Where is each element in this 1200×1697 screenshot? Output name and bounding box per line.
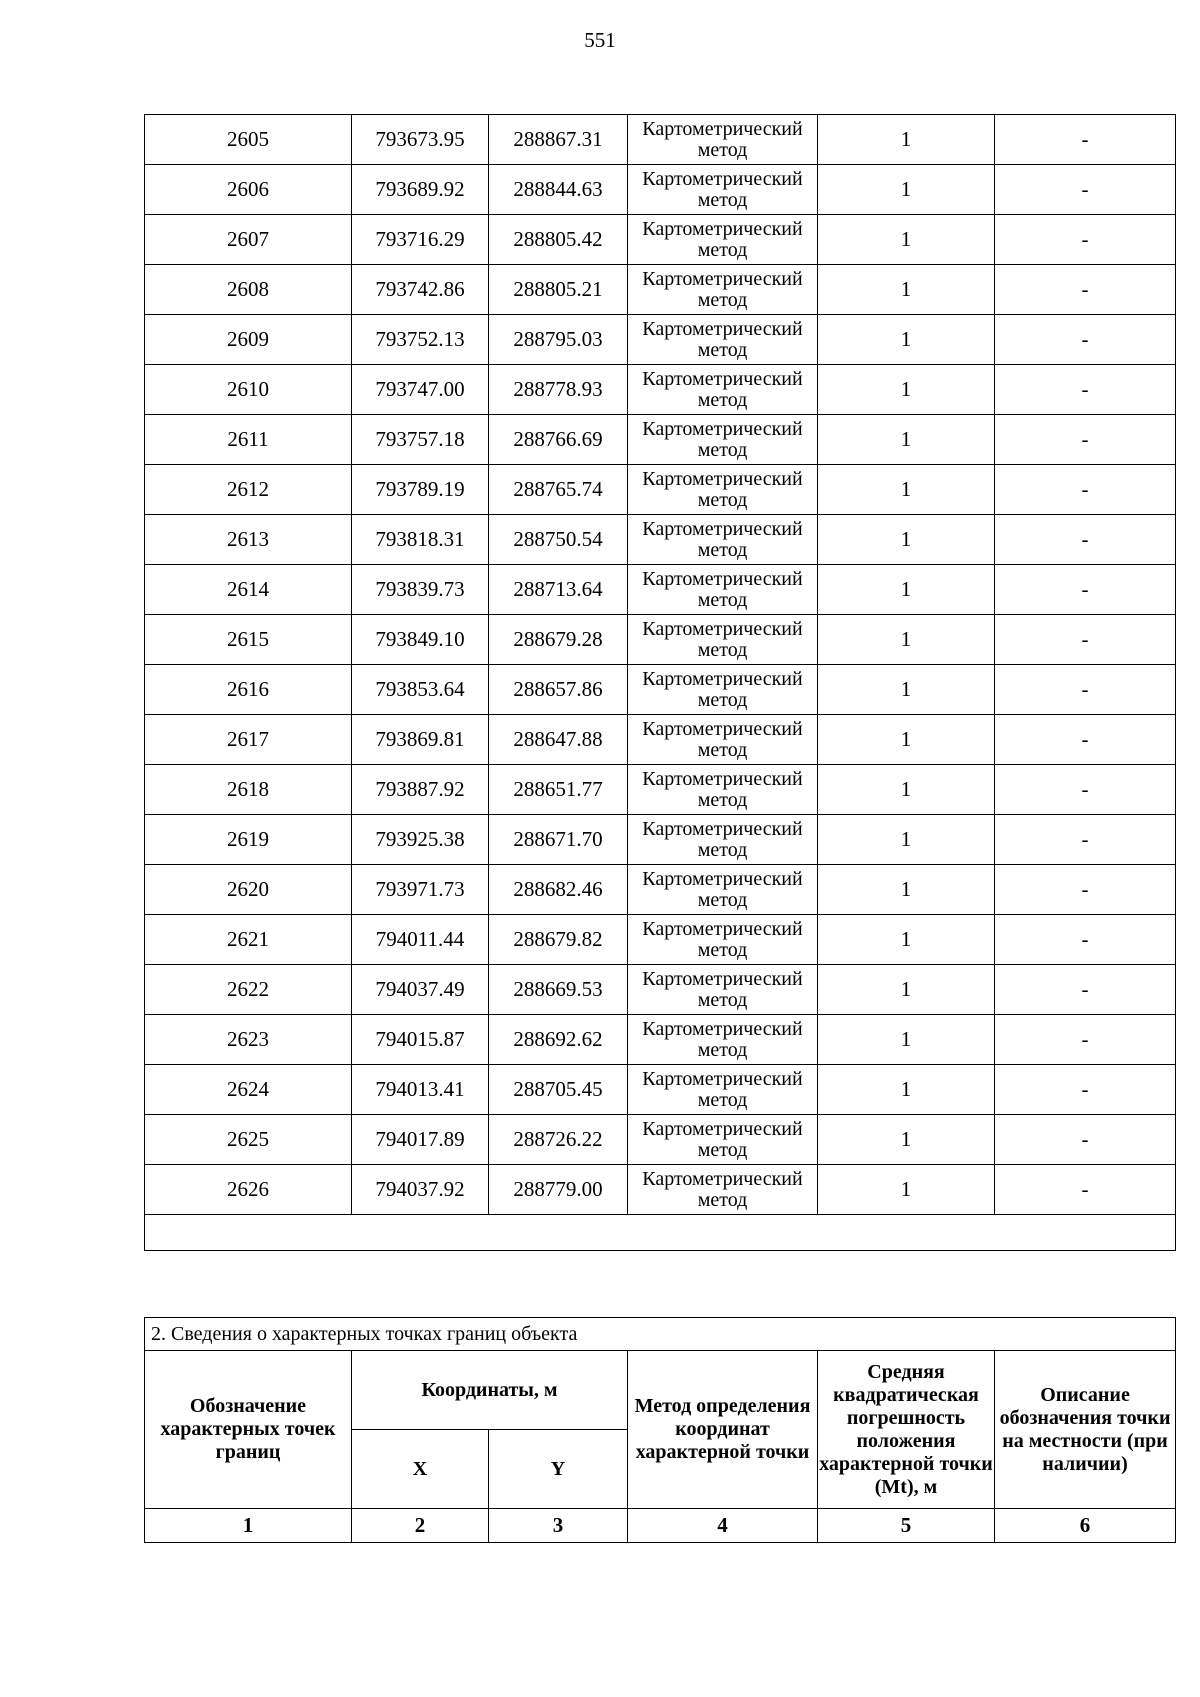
y-coordinate-cell: 288679.28 xyxy=(489,615,628,665)
method-line-2: метод xyxy=(697,1088,748,1111)
description-cell: - xyxy=(995,865,1176,915)
section-title: 2. Сведения о характерных точках границ объекта xyxy=(145,1318,1176,1351)
method-line-2: метод xyxy=(697,1138,748,1161)
method-cell xyxy=(628,965,818,1015)
method-line-2: метод xyxy=(697,538,748,561)
y-coordinate-cell: 288779.00 xyxy=(489,1165,628,1215)
accuracy-cell: 1 xyxy=(818,615,995,665)
method-line-2: метод xyxy=(697,388,748,411)
column-number: 6 xyxy=(995,1509,1176,1543)
method-line-1: Картометрический xyxy=(642,117,803,140)
accuracy-cell: 1 xyxy=(818,165,995,215)
method-line-1: Картометрический xyxy=(642,167,803,190)
point-id-cell: 2617 xyxy=(145,715,352,765)
coordinates-table-body xyxy=(145,115,1176,1251)
accuracy-cell: 1 xyxy=(818,1015,995,1065)
x-coordinate-cell: 793689.92 xyxy=(352,165,489,215)
point-id-cell: 2614 xyxy=(145,565,352,615)
method-cell xyxy=(628,1115,818,1165)
method-line-1: Картометрический xyxy=(642,667,803,690)
description-cell: - xyxy=(995,315,1176,365)
method-line-2: метод xyxy=(697,838,748,861)
method-line-1: Картометрический xyxy=(642,367,803,390)
x-coordinate-cell: 794011.44 xyxy=(352,915,489,965)
method-line-1: Картометрический xyxy=(642,817,803,840)
point-id-cell: 2609 xyxy=(145,315,352,365)
table-row xyxy=(145,765,1176,815)
method-line-1: Картометрический xyxy=(642,217,803,240)
page-number: 551 xyxy=(584,28,616,52)
x-coordinate-cell: 793742.86 xyxy=(352,265,489,315)
description-cell: - xyxy=(995,565,1176,615)
point-id-cell: 2610 xyxy=(145,365,352,415)
accuracy-cell: 1 xyxy=(818,665,995,715)
coordinates-table xyxy=(144,114,1176,1251)
description-cell: - xyxy=(995,215,1176,265)
point-id-cell: 2623 xyxy=(145,1015,352,1065)
point-id-cell: 2620 xyxy=(145,865,352,915)
x-coordinate-cell: 793716.29 xyxy=(352,215,489,265)
method-line-2: метод xyxy=(697,138,748,161)
method-line-2: метод xyxy=(697,288,748,311)
accuracy-cell: 1 xyxy=(818,715,995,765)
table-row xyxy=(145,165,1176,215)
accuracy-cell: 1 xyxy=(818,865,995,915)
y-coordinate-cell: 288726.22 xyxy=(489,1115,628,1165)
x-coordinate-cell: 793752.13 xyxy=(352,315,489,365)
x-coordinate-cell: 793887.92 xyxy=(352,765,489,815)
accuracy-cell: 1 xyxy=(818,365,995,415)
method-line-1: Картометрический xyxy=(642,1117,803,1140)
point-id-cell: 2618 xyxy=(145,765,352,815)
method-line-1: Картометрический xyxy=(642,717,803,740)
x-coordinate-cell: 793839.73 xyxy=(352,565,489,615)
point-id-cell: 2612 xyxy=(145,465,352,515)
y-coordinate-cell: 288705.45 xyxy=(489,1065,628,1115)
y-coordinate-cell: 288805.42 xyxy=(489,215,628,265)
method-line-2: метод xyxy=(697,338,748,361)
accuracy-cell: 1 xyxy=(818,215,995,265)
column-number: 5 xyxy=(818,1509,995,1543)
description-cell: - xyxy=(995,1165,1176,1215)
accuracy-cell: 1 xyxy=(818,565,995,615)
header-description: Описание обозначения точки на местности (при наличии) xyxy=(995,1351,1176,1509)
table-row xyxy=(145,1165,1176,1215)
table-row xyxy=(145,315,1176,365)
accuracy-cell: 1 xyxy=(818,815,995,865)
column-number: 4 xyxy=(628,1509,818,1543)
table-row xyxy=(145,415,1176,465)
x-coordinate-cell: 793673.95 xyxy=(352,115,489,165)
accuracy-cell: 1 xyxy=(818,315,995,365)
y-coordinate-cell: 288766.69 xyxy=(489,415,628,465)
x-coordinate-cell: 794017.89 xyxy=(352,1115,489,1165)
method-cell xyxy=(628,515,818,565)
method-line-2: метод xyxy=(697,588,748,611)
table-row xyxy=(145,715,1176,765)
y-coordinate-cell: 288682.46 xyxy=(489,865,628,915)
y-coordinate-cell: 288647.88 xyxy=(489,715,628,765)
point-id-cell: 2619 xyxy=(145,815,352,865)
table-row xyxy=(145,465,1176,515)
x-coordinate-cell: 793757.18 xyxy=(352,415,489,465)
method-cell xyxy=(628,115,818,165)
method-cell xyxy=(628,665,818,715)
point-id-cell: 2622 xyxy=(145,965,352,1015)
method-cell xyxy=(628,365,818,415)
accuracy-cell: 1 xyxy=(818,765,995,815)
method-line-2: метод xyxy=(697,438,748,461)
method-line-2: метод xyxy=(697,188,748,211)
header-y: Y xyxy=(489,1430,628,1509)
table-row xyxy=(145,615,1176,665)
table-row xyxy=(145,565,1176,615)
method-cell xyxy=(628,465,818,515)
header-designation: Обозначение характерных точек границ xyxy=(145,1351,352,1509)
accuracy-cell: 1 xyxy=(818,115,995,165)
accuracy-cell: 1 xyxy=(818,915,995,965)
method-cell xyxy=(628,265,818,315)
table-row xyxy=(145,865,1176,915)
method-line-1: Картометрический xyxy=(642,1067,803,1090)
method-cell xyxy=(628,615,818,665)
method-cell xyxy=(628,865,818,915)
table-row xyxy=(145,915,1176,965)
method-line-1: Картометрический xyxy=(642,917,803,940)
method-line-2: метод xyxy=(697,1188,748,1211)
point-id-cell: 2626 xyxy=(145,1165,352,1215)
x-coordinate-cell: 793925.38 xyxy=(352,815,489,865)
y-coordinate-cell: 288765.74 xyxy=(489,465,628,515)
method-cell xyxy=(628,415,818,465)
method-line-1: Картометрический xyxy=(642,467,803,490)
table-row xyxy=(145,965,1176,1015)
x-coordinate-cell: 794037.92 xyxy=(352,1165,489,1215)
y-coordinate-cell: 288844.63 xyxy=(489,165,628,215)
column-number: 3 xyxy=(489,1509,628,1543)
header-method: Метод определения координат характерной точки xyxy=(628,1351,818,1509)
header-coordinates: Координаты, м xyxy=(352,1351,628,1430)
accuracy-cell: 1 xyxy=(818,1065,995,1115)
method-cell xyxy=(628,815,818,865)
method-line-1: Картометрический xyxy=(642,617,803,640)
description-cell: - xyxy=(995,815,1176,865)
point-id-cell: 2615 xyxy=(145,615,352,665)
table-row xyxy=(145,665,1176,715)
x-coordinate-cell: 793869.81 xyxy=(352,715,489,765)
description-cell: - xyxy=(995,415,1176,465)
y-coordinate-cell: 288651.77 xyxy=(489,765,628,815)
table-row xyxy=(145,1065,1176,1115)
method-cell xyxy=(628,765,818,815)
method-line-2: метод xyxy=(697,638,748,661)
table-row xyxy=(145,265,1176,315)
description-cell: - xyxy=(995,1015,1176,1065)
method-line-1: Картометрический xyxy=(642,1167,803,1190)
method-cell xyxy=(628,915,818,965)
method-line-1: Картометрический xyxy=(642,267,803,290)
header-x: X xyxy=(352,1430,489,1509)
point-id-cell: 2605 xyxy=(145,115,352,165)
point-id-cell: 2625 xyxy=(145,1115,352,1165)
column-number: 1 xyxy=(145,1509,352,1543)
method-cell xyxy=(628,565,818,615)
method-cell xyxy=(628,165,818,215)
method-line-1: Картометрический xyxy=(642,967,803,990)
point-id-cell: 2616 xyxy=(145,665,352,715)
point-id-cell: 2607 xyxy=(145,215,352,265)
method-line-2: метод xyxy=(697,738,748,761)
y-coordinate-cell: 288795.03 xyxy=(489,315,628,365)
description-cell: - xyxy=(995,1115,1176,1165)
x-coordinate-cell: 794037.49 xyxy=(352,965,489,1015)
x-coordinate-cell: 794015.87 xyxy=(352,1015,489,1065)
point-id-cell: 2621 xyxy=(145,915,352,965)
description-cell: - xyxy=(995,965,1176,1015)
description-cell: - xyxy=(995,615,1176,665)
description-cell: - xyxy=(995,665,1176,715)
y-coordinate-cell: 288679.82 xyxy=(489,915,628,965)
point-id-cell: 2606 xyxy=(145,165,352,215)
method-line-1: Картометрический xyxy=(642,317,803,340)
table-row xyxy=(145,215,1176,265)
x-coordinate-cell: 794013.41 xyxy=(352,1065,489,1115)
y-coordinate-cell: 288657.86 xyxy=(489,665,628,715)
description-cell: - xyxy=(995,1065,1176,1115)
point-id-cell: 2613 xyxy=(145,515,352,565)
empty-cell xyxy=(145,1215,1176,1251)
method-line-2: метод xyxy=(697,488,748,511)
accuracy-cell: 1 xyxy=(818,465,995,515)
empty-row xyxy=(145,1215,1176,1251)
method-cell xyxy=(628,715,818,765)
method-cell xyxy=(628,1015,818,1065)
x-coordinate-cell: 793818.31 xyxy=(352,515,489,565)
y-coordinate-cell: 288669.53 xyxy=(489,965,628,1015)
method-cell xyxy=(628,315,818,365)
method-line-2: метод xyxy=(697,238,748,261)
method-line-1: Картометрический xyxy=(642,567,803,590)
accuracy-cell: 1 xyxy=(818,515,995,565)
point-id-cell: 2624 xyxy=(145,1065,352,1115)
method-line-2: метод xyxy=(697,688,748,711)
method-line-2: метод xyxy=(697,988,748,1011)
x-coordinate-cell: 793849.10 xyxy=(352,615,489,665)
method-line-2: метод xyxy=(697,1038,748,1061)
accuracy-cell: 1 xyxy=(818,415,995,465)
method-line-2: метод xyxy=(697,788,748,811)
y-coordinate-cell: 288805.21 xyxy=(489,265,628,315)
method-line-1: Картометрический xyxy=(642,417,803,440)
table-row xyxy=(145,515,1176,565)
column-number: 2 xyxy=(352,1509,489,1543)
y-coordinate-cell: 288671.70 xyxy=(489,815,628,865)
description-cell: - xyxy=(995,515,1176,565)
header-accuracy: Средняя квадратическая погрешность положения характерной точки (Mt), м xyxy=(818,1351,995,1509)
y-coordinate-cell: 288867.31 xyxy=(489,115,628,165)
x-coordinate-cell: 793971.73 xyxy=(352,865,489,915)
method-line-2: метод xyxy=(697,938,748,961)
method-line-1: Картометрический xyxy=(642,767,803,790)
method-cell xyxy=(628,1065,818,1115)
description-cell: - xyxy=(995,365,1176,415)
description-cell: - xyxy=(995,165,1176,215)
accuracy-cell: 1 xyxy=(818,965,995,1015)
method-line-1: Картометрический xyxy=(642,1017,803,1040)
method-line-1: Картометрический xyxy=(642,867,803,890)
y-coordinate-cell: 288778.93 xyxy=(489,365,628,415)
method-line-2: метод xyxy=(697,888,748,911)
accuracy-cell: 1 xyxy=(818,1115,995,1165)
method-line-1: Картометрический xyxy=(642,517,803,540)
point-id-cell: 2608 xyxy=(145,265,352,315)
y-coordinate-cell: 288692.62 xyxy=(489,1015,628,1065)
table-row xyxy=(145,1015,1176,1065)
description-cell: - xyxy=(995,115,1176,165)
table-row xyxy=(145,115,1176,165)
y-coordinate-cell: 288713.64 xyxy=(489,565,628,615)
accuracy-cell: 1 xyxy=(818,265,995,315)
description-cell: - xyxy=(995,265,1176,315)
description-cell: - xyxy=(995,765,1176,815)
description-cell: - xyxy=(995,715,1176,765)
x-coordinate-cell: 793789.19 xyxy=(352,465,489,515)
method-cell xyxy=(628,1165,818,1215)
table-row xyxy=(145,1115,1176,1165)
x-coordinate-cell: 793853.64 xyxy=(352,665,489,715)
table-row xyxy=(145,815,1176,865)
description-cell: - xyxy=(995,915,1176,965)
boundary-points-header-table xyxy=(144,1317,1176,1543)
table-row xyxy=(145,365,1176,415)
x-coordinate-cell: 793747.00 xyxy=(352,365,489,415)
description-cell: - xyxy=(995,465,1176,515)
method-cell xyxy=(628,215,818,265)
accuracy-cell: 1 xyxy=(818,1165,995,1215)
y-coordinate-cell: 288750.54 xyxy=(489,515,628,565)
point-id-cell: 2611 xyxy=(145,415,352,465)
